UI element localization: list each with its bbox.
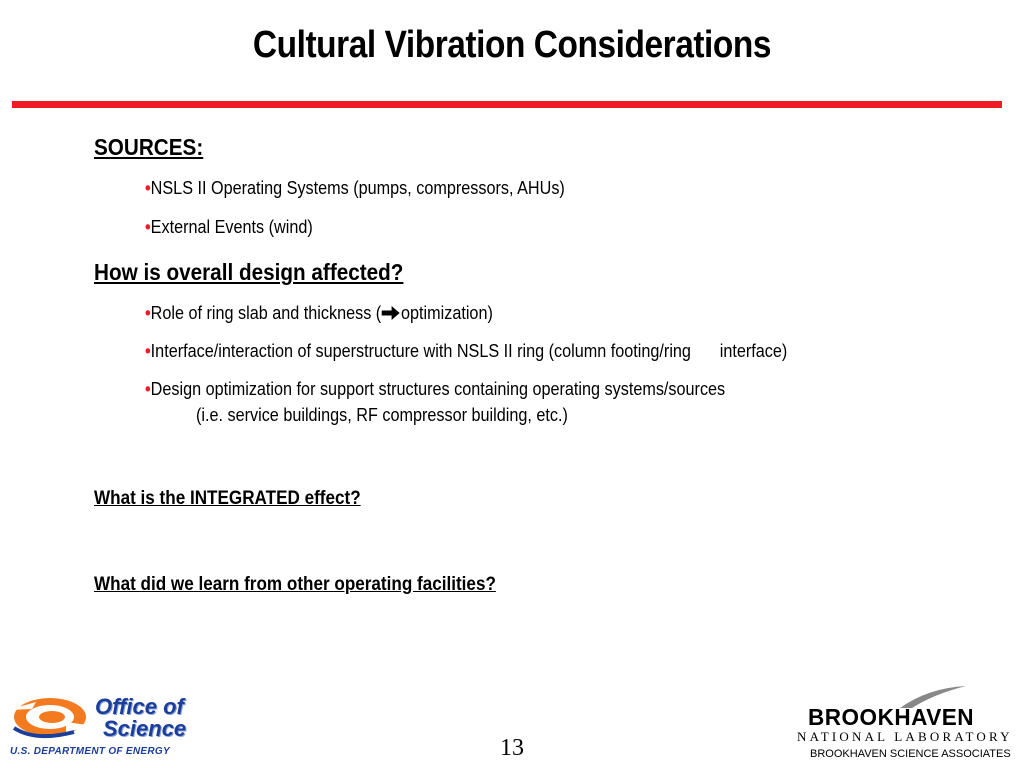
integrated-heading: What is the INTEGRATED effect? [94,488,361,509]
bullet-text: External Events (wind) [150,217,313,237]
bullet-item [145,303,493,324]
bullet-text: interface) [719,341,788,361]
learned-heading: What did we learn from other operating facilities? [94,574,496,595]
bullet-item [145,341,787,362]
sources-heading: SOURCES: [94,134,204,160]
design-heading: How is overall design affected? [94,259,404,285]
bullet-text: optimization) [401,303,493,323]
bnl-name: BROOKHAVEN [808,704,975,730]
bnl-associates-label: BROOKHAVEN SCIENCE ASSOCIATES [810,748,1011,760]
doe-subtitle: U.S. DEPARTMENT OF ENERGY [10,746,170,757]
bullet-item [145,217,313,238]
bullet-icon: • [145,379,151,399]
bullet-continuation: (i.e. service buildings, RF compressor building, etc.) [196,405,568,425]
bullet-icon: • [145,217,151,237]
bullet-item [145,379,725,400]
bullet-icon: • [145,341,151,361]
page-number: 13 [500,735,524,761]
bullet-item [145,178,565,199]
title-divider [12,101,1002,108]
bullet-text: Interface/interaction of superstructure with NSLS II ring (column footing/ring [150,341,691,361]
doe-name [95,696,186,740]
bullet-icon: • [145,303,151,323]
bullet-text: NSLS II Operating Systems (pumps, compressors, AHUs) [150,178,565,198]
bullet-icon: • [145,178,151,198]
slide-title: Cultural Vibration Considerations [252,24,772,66]
bnl-lab-label: NATIONAL LABORATORY [797,729,1013,744]
doe-line-1: Office of [95,694,184,719]
bullet-text: Design optimization for support structures containing operating systems/sources [150,379,726,399]
doe-line-2: Science [103,716,187,741]
bullet-text: Role of ring slab and thickness ( [150,303,382,323]
right-arrow-icon [381,305,401,321]
